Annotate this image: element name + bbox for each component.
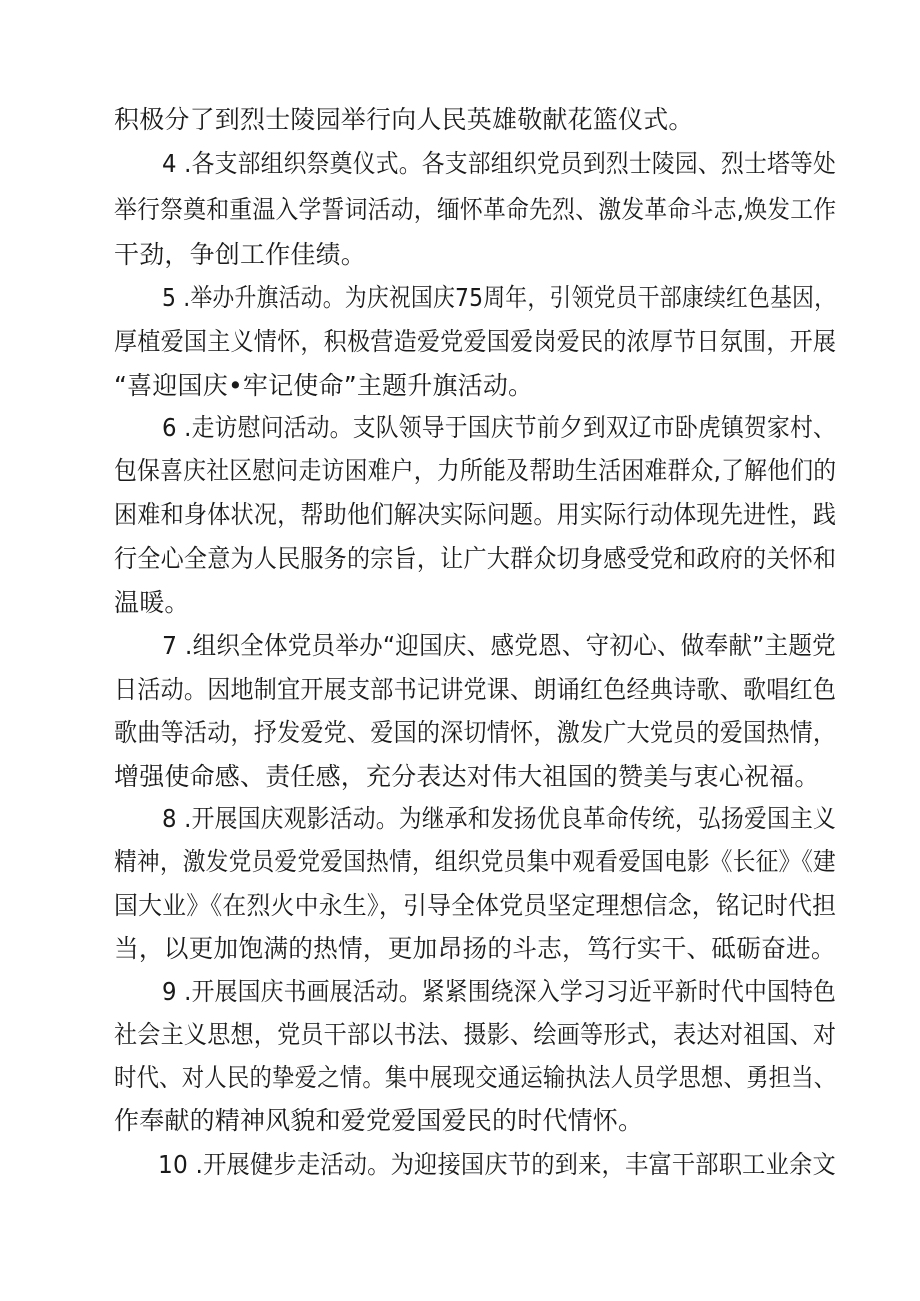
text-line: 5 .举办升旗活动。为庆祝国庆75周年，引领党员干部康续红色基因， <box>162 283 837 312</box>
text-line: 积极分了到烈士陵园举行向人民英雄敬献花篮仪式。 <box>114 105 694 134</box>
text-line: 歌曲等活动，抒发爱党、爱国的深切情怀，激发广大党员的爱国热情， <box>114 718 837 747</box>
text-line: 7 .组织全体党员举办“迎国庆、感党恩、守初心、做奉献”主题党 <box>162 631 836 660</box>
text-line: 温暖。 <box>114 588 190 617</box>
text-line: 困难和身体状况，帮助他们解决实际问题。用实际行动体现先进性，践 <box>114 500 837 529</box>
text-line: 社会主义思想，党员干部以书法、摄影、绘画等形式，表达对祖国、对 <box>114 1020 837 1049</box>
text-line: 当，以更加饱满的热情，更加昂扬的斗志，笃行实干、砥砺奋进。 <box>114 934 836 963</box>
text-line: “喜迎国庆•牢记使命”主题升旗活动。 <box>114 371 534 400</box>
text-line: 增强使命感、责任感，充分表达对伟大祖国的赞美与衷心祝福。 <box>114 762 820 791</box>
text-line: 8 .开展国庆观影活动。为继承和发扬优良革命传统，弘扬爱国主义 <box>162 804 837 833</box>
text-line: 时代、对人民的挚爱之情。集中展现交通运输执法人员学思想、勇担当、 <box>114 1063 837 1092</box>
text-line: 精神，激发党员爱党爱国热情，组织党员集中观看爱国电影《长征》《建 <box>114 847 836 876</box>
text-line: 包保喜庆社区慰问走访困难户，力所能及帮助生活困难群众,了解他们的 <box>114 456 837 485</box>
text-line: 干劲，争创工作佳绩。 <box>114 240 367 269</box>
text-line: 厚植爱国主义情怀，积极营造爱党爱国爱岗爱民的浓厚节日氛围，开展 <box>114 327 837 356</box>
text-line: 作奉献的精神风貌和爱党爱国爱民的时代情怀。 <box>114 1106 644 1135</box>
text-line: 10 .开展健步走活动。为迎接国庆节的到来，丰富干部职工业余文 <box>158 1150 836 1179</box>
text-line: 行全心全意为人民服务的宗旨，让广大群众切身感受党和政府的关怀和 <box>114 544 837 573</box>
text-line: 6 .走访慰问活动。支队领导于国庆节前夕到双辽市卧虎镇贺家村、 <box>162 413 837 442</box>
text-line: 国大业》《在烈火中永生》，引导全体党员坚定理想信念，铭记时代担 <box>114 891 837 920</box>
text-line: 日活动。因地制宜开展支部书记讲党课、朗诵红色经典诗歌、歌唱红色 <box>114 675 837 704</box>
text-line: 9 .开展国庆书画展活动。紧紧围绕深入学习习近平新时代中国特色 <box>162 977 837 1006</box>
text-line: 举行祭奠和重温入学誓词活动，缅怀革命先烈、激发革命斗志,焕发工作 <box>114 195 837 224</box>
text-line: 4 .各支部组织祭奠仪式。各支部组织党员到烈士陵园、烈士塔等处 <box>162 149 837 178</box>
